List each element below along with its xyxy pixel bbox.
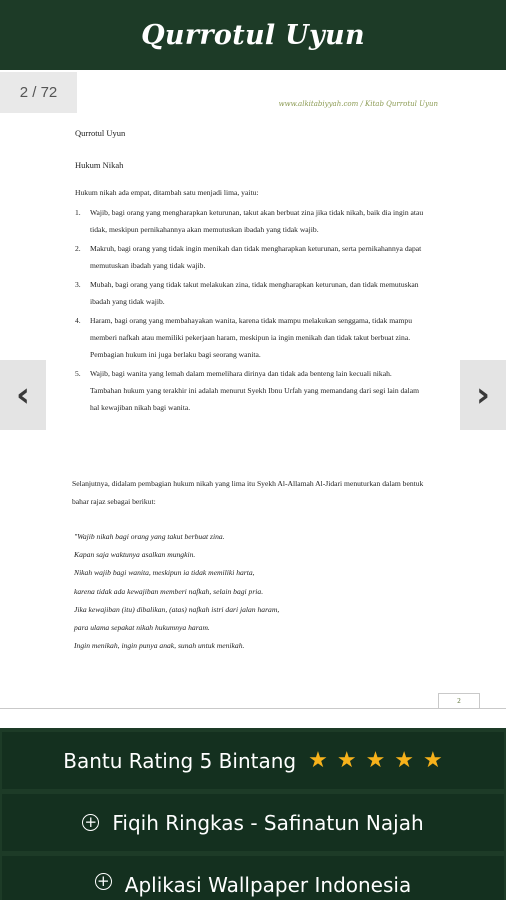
wallpaper-app-button[interactable] bbox=[2, 856, 504, 900]
list-item-number: 5. bbox=[75, 368, 81, 378]
star-icon: ★ bbox=[308, 747, 328, 773]
app-bar bbox=[0, 0, 506, 70]
page-header-url: www.alkitabiyyah.com / Kitab Qurrotul Uyun bbox=[278, 100, 438, 108]
poem-line: Nikah wajib bagi wanita, meskipun ia tidak memiliki harta, bbox=[74, 568, 255, 578]
list-item-number: 2. bbox=[75, 243, 81, 253]
poem-line: Jika kewajiban (itu) dibalikan, (atas) nafkah istri dari jalan haram, bbox=[74, 604, 280, 614]
poem-line: para ulama sepakat nikah hukumnya haram. bbox=[74, 623, 210, 633]
chevron-right-icon: › bbox=[475, 375, 490, 415]
list-item-number: 1. bbox=[75, 208, 81, 217]
plus-circle-icon: + bbox=[82, 814, 99, 831]
chevron-left-icon: ‹ bbox=[15, 375, 30, 415]
rate-app-button[interactable] bbox=[2, 732, 504, 789]
list-item-text: Makruh, bagi orang yang tidak ingin menikah dan tidak mengharapkan keturunan, serta pernikahannya dapat memutuskan ibadah yang tidak wajib. bbox=[90, 243, 422, 271]
next-page-button[interactable] bbox=[460, 360, 506, 430]
list-item-text: Mubah, bagi orang yang tidak takut melakukan zina, tidak mengharapkan keturunan, dan tidak memutuskan ibadah yang tidak wajib. bbox=[90, 279, 419, 307]
star-icon: ★ bbox=[394, 747, 415, 773]
list-item bbox=[75, 204, 425, 238]
doc-subtitle: Hukum Nikah bbox=[75, 160, 124, 170]
rate-app-label: Bantu Rating 5 Bintang bbox=[63, 748, 297, 773]
list-item-number: 3. bbox=[75, 279, 81, 289]
hukum-list bbox=[75, 204, 425, 418]
page-counter: 2 / 72 bbox=[0, 72, 77, 113]
poem-line: karena tidak ada kewajiban memberi nafkah, selain bagi pria. bbox=[74, 586, 264, 596]
app-title: Qurrotul Uyun bbox=[141, 19, 365, 51]
doc-intro: Hukum nikah ada empat, ditambah satu menjadi lima, yaitu: bbox=[75, 188, 259, 197]
promo-panel bbox=[0, 728, 506, 900]
list-item bbox=[75, 312, 425, 364]
fiqih-app-label: Fiqih Ringkas - Safinatun Najah bbox=[112, 810, 424, 835]
fiqih-app-button[interactable] bbox=[2, 794, 504, 851]
doc-title: Qurrotul Uyun bbox=[75, 128, 126, 138]
star-icon: ★ bbox=[365, 747, 386, 773]
previous-page-button[interactable] bbox=[0, 360, 46, 430]
page-divider bbox=[0, 708, 506, 709]
list-item-number: 4. bbox=[75, 315, 81, 325]
star-icon: ★ bbox=[423, 747, 443, 773]
poem-line: Ingin menikah, ingin punya anak, sunah untuk menikah. bbox=[74, 641, 245, 651]
list-item-text: Haram, bagi orang yang membahayakan wanita, karena tidak mampu melakukan senggama, tidak mampu memberi nafkah atau memiliki pekerjaan haram, meskipun ia ingin menikah dan tidak takut berbuat zina. Pembagian hukum ini juga berlaku bagi seorang wanita. bbox=[90, 315, 412, 360]
pdf-reader[interactable] bbox=[0, 70, 506, 728]
list-item bbox=[75, 276, 425, 310]
list-item bbox=[75, 240, 425, 274]
list-item-text: Wajib, bagi orang yang mengharapkan keturunan, takut akan berbuat zina jika tidak nikah, baik dia ingin atau tidak, meskipun pernikahannya akan memutuskan ibadah yang tidak wajib. bbox=[90, 208, 424, 235]
wallpaper-app-label: Aplikasi Wallpaper Indonesia bbox=[124, 873, 412, 897]
plus-circle-icon: + bbox=[95, 873, 112, 890]
page-number: 2 bbox=[438, 693, 480, 708]
poem-line: "Wajib nikah bagi orang yang takut berbuat zina. bbox=[74, 532, 225, 541]
doc-paragraph: Selanjutnya, didalam pembagian hukum nikah yang lima itu Syekh Al-Allamah Al-Jidari menuturkan dalam bentuk bahar rajaz sebagai berikut: bbox=[72, 479, 424, 506]
list-item bbox=[75, 365, 425, 417]
rating-stars bbox=[308, 747, 443, 773]
poem-block bbox=[72, 528, 392, 655]
list-item-text: Wajib, bagi wanita yang lemah dalam memelihara dirinya dan tidak ada benteng lain kecuali nikah. Tambahan hukum yang terakhir ini adalah menurut Syekh Ibnu Urfah yang memandang dari segi lain dalam hal kewajiban nikah bagi wanita. bbox=[90, 368, 420, 413]
poem-line: Kapan saja waktunya asalkan mungkin. bbox=[74, 550, 196, 560]
star-icon: ★ bbox=[336, 747, 357, 773]
